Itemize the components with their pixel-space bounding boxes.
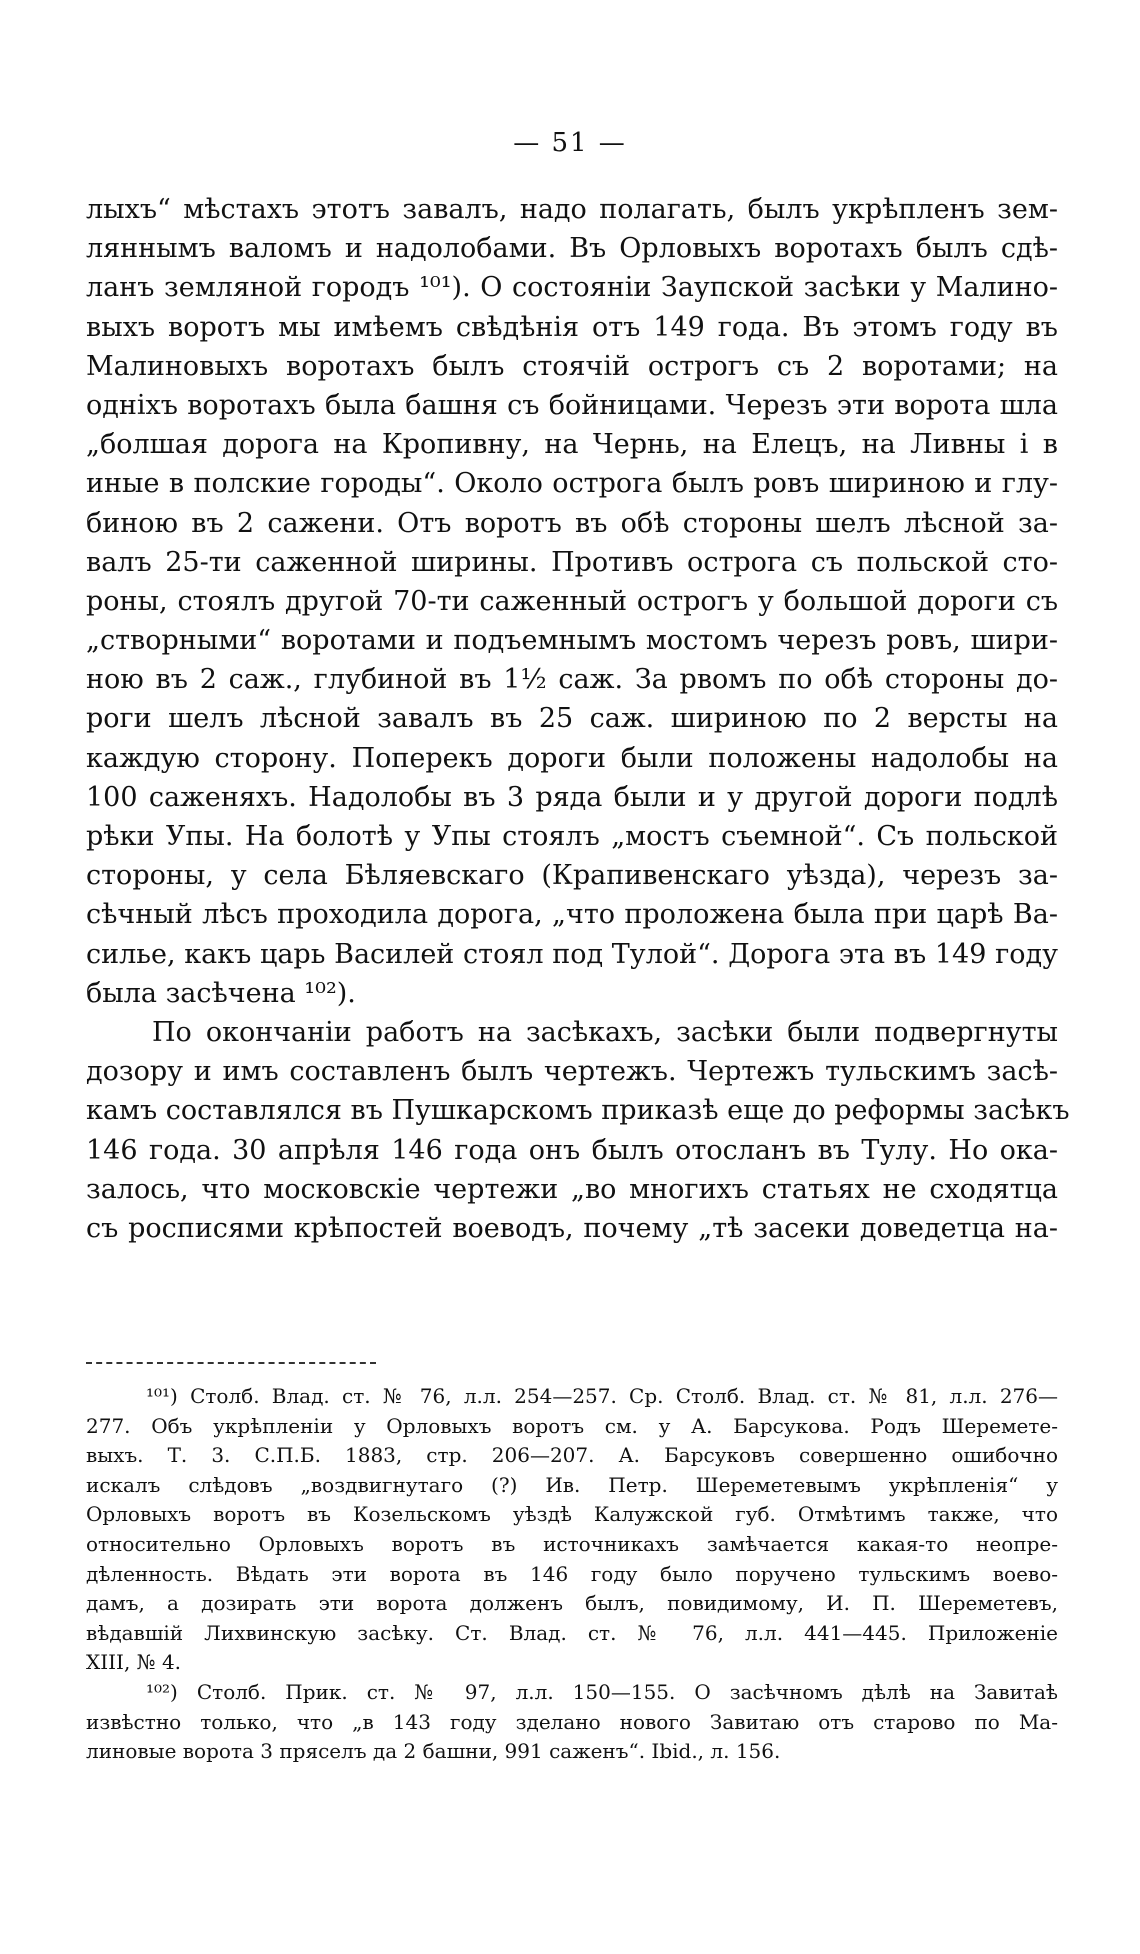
footnote-line: XIII, № 4. <box>86 1650 182 1675</box>
footnote-line: относительно Орловыхъ воротъ въ источникахъ замѣчается какая-то неопре- <box>86 1531 1058 1556</box>
text-line: роны, стоялъ другой 70-ти саженный острогъ у большой дороги съ <box>86 585 1058 617</box>
text-line: каждую сторону. Поперекъ дороги были положены надолобы на <box>86 742 1058 774</box>
footnote-102 <box>86 1678 1058 1767</box>
text-line: 100 саженяхъ. Надолобы въ 3 ряда были и у другой дороги подлѣ <box>86 781 1058 813</box>
text-line: силье, какъ царь Василей стоял под Тулой“. Дорога эта въ 149 году <box>86 938 1058 970</box>
footnotes <box>86 1382 1058 1767</box>
text-line: ланъ земляной городъ ¹⁰¹). О состояніи Заупской засѣки у Малино- <box>86 272 1058 304</box>
text-line: иные в полские городы“. Около острога былъ ровъ шириною и глу- <box>86 468 1058 500</box>
footnote-line: линовые ворота 3 пряселъ да 2 башни, 991 саженъ“. Ibid., л. 156. <box>86 1739 781 1764</box>
text-line: ною въ 2 саж., глубиной въ 1½ саж. За рвомъ по обѣ стороны до- <box>86 664 1058 696</box>
paragraph <box>86 190 1058 1013</box>
paragraph <box>86 1013 1070 1248</box>
footnote-101 <box>86 1382 1058 1678</box>
text-line: 146 года. 30 апрѣля 146 года онъ былъ отосланъ въ Тулу. Но ока- <box>86 1134 1058 1166</box>
footnote-line: извѣстно только, что „в 143 году зделано нового Завитаю отъ старово по Ма- <box>86 1709 1058 1734</box>
footnote-line: ¹⁰²) Столб. Прик. ст. № 97, л.л. 150—155. О засѣчномъ дѣлѣ на Завитаѣ <box>146 1679 1058 1704</box>
text-line: одніхъ воротахъ была башня съ бойницами. Черезъ эти ворота шла <box>86 389 1058 421</box>
text-line: залось, что московскіе чертежи „во многихъ статьях не сходятца <box>86 1173 1058 1205</box>
footnote-line: 277. Объ укрѣпленіи у Орловыхъ воротъ см. у А. Барсукова. Родъ Шереметe- <box>86 1413 1058 1438</box>
text-line: „створными“ воротами и подъемнымъ мостомъ черезъ ровъ, шири- <box>86 625 1058 657</box>
text-line: дозору и имъ составленъ былъ чертежъ. Чертежъ тульскимъ засѣ- <box>86 1056 1058 1088</box>
text-line: сѣчный лѣсъ проходила дорога, „что проложена была при царѣ Ва- <box>86 899 1058 931</box>
text-line: съ росписями крѣпостей воеводъ, почему „тѣ засеки доведетца на- <box>86 1212 1058 1244</box>
text-line: выхъ воротъ мы имѣемъ свѣдѣнія отъ 149 года. Въ этомъ году въ <box>86 311 1058 343</box>
text-line: рѣки Упы. На болотѣ у Упы стоялъ „мостъ съемной“. Съ польской <box>86 821 1058 852</box>
text-line: стороны, у села Бѣляевскаго (Крапивенскаго уѣзда), черезъ за- <box>86 860 1058 892</box>
text-line: „болшая дорога на Кропивну, на Чернь, на Елецъ, на Ливны і в <box>86 429 1058 461</box>
footnote-line: Орловыхъ воротъ въ Козельскомъ уѣздѣ Калужской губ. Отмѣтимъ также, что <box>86 1502 1058 1527</box>
text-line: По окончаніи работъ на засѣкахъ, засѣки были подвергнуты <box>152 1016 1058 1048</box>
text-line: валъ 25-ти саженной ширины. Противъ острога съ польской сто- <box>86 546 1058 578</box>
footnote-divider <box>86 1362 376 1364</box>
text-line: лыхъ“ мѣстахъ этотъ завалъ, надо полагать, былъ укрѣпленъ зем- <box>86 194 1058 225</box>
text-line: Малиновыхъ воротахъ былъ стоячій острогъ съ 2 воротами; на <box>86 350 1058 382</box>
footnote-line: выхъ. Т. 3. С.П.Б. 1883, стр. 206—207. А. Барсуковъ совершенно ошибочно <box>86 1443 1058 1468</box>
page-number: — 51 — <box>513 128 627 158</box>
text-line: биною въ 2 сажени. Отъ воротъ въ обѣ стороны шелъ лѣсной за- <box>86 507 1058 539</box>
footnote-line: ¹⁰¹) Столб. Влад. ст. № 76, л.л. 254—257. Ср. Столб. Влад. ст. № 81, л.л. 276— <box>146 1384 1058 1408</box>
main-text <box>86 190 1070 1248</box>
footnote-line: искалъ слѣдовъ „воздвигнутаго (?) Ив. Петр. Шереметевымъ укрѣпленія“ у <box>86 1472 1058 1497</box>
text-line: была засѣчена ¹⁰²). <box>86 977 356 1009</box>
text-line: камъ составлялся въ Пушкарскомъ приказѣ еще до реформы засѣкъ <box>86 1095 1070 1127</box>
footnote-line: дѣленность. Вѣдать эти ворота въ 146 году было поручено тульскимъ воево- <box>86 1561 1058 1586</box>
text-line: роги шелъ лѣсной завалъ въ 25 саж. шириною по 2 версты на <box>86 703 1058 735</box>
text-line: ляннымъ валомъ и надолобами. Въ Орловыхъ воротахъ былъ сдѣ- <box>86 233 1058 265</box>
footnote-line: вѣдавшій Лихвинскую засѣку. Ст. Влад. ст. № 76, л.л. 441—445. Приложеніе <box>86 1620 1058 1645</box>
footnote-line: дамъ, а дозирать эти ворота долженъ былъ, повидимому, И. П. Шереметевъ, <box>86 1591 1058 1616</box>
